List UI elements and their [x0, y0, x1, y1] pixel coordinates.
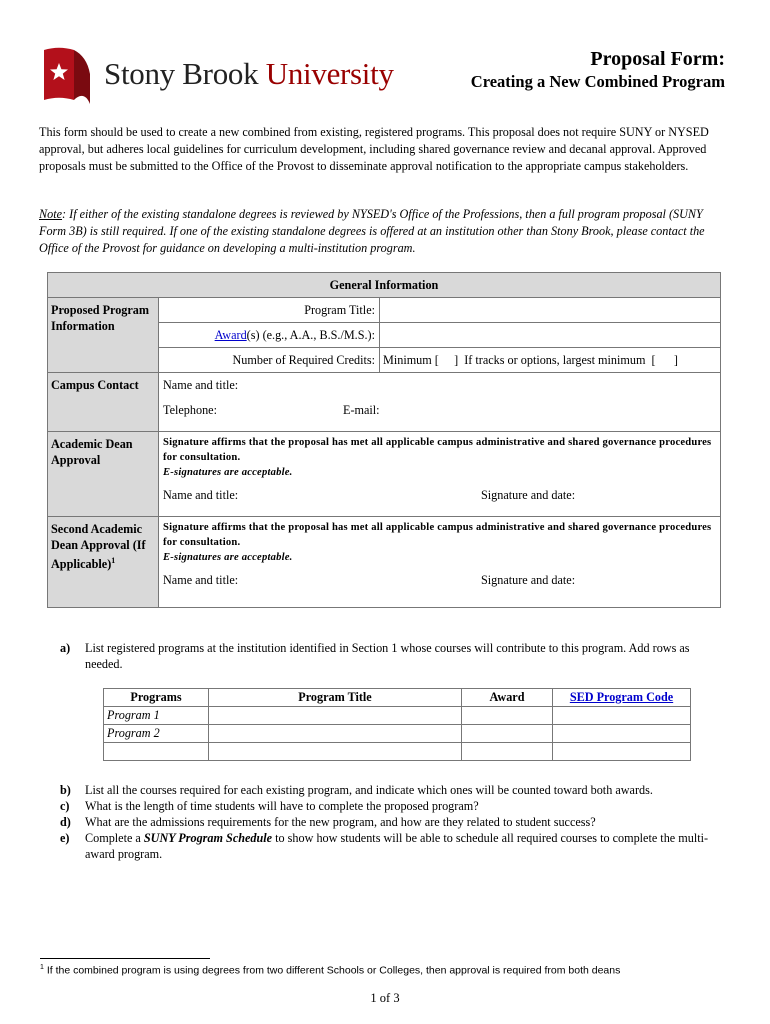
credits-label: Number of Required Credits: [159, 348, 380, 373]
dean-name-title: Name and title: [163, 488, 239, 502]
page-title: Proposal Form: [590, 48, 725, 70]
sed-code-header[interactable]: SED Program Code [553, 689, 691, 707]
table-cell[interactable]: Program 2 [104, 725, 209, 743]
list-item-a: a) List registered programs at the institution identified in Section 1 whose courses will contribute to this program. Add rows as needed. [60, 641, 690, 671]
note-paragraph: Note: If either of the existing standalone degrees is reviewed by NYSED's Office of the Professions, then a full program proposal (SUNY Form 3B) is still required. If one of the existing standalone degrees is offered at an institution other than Stony Brook, please contact the Office of the Provost for guidance on developing a multi-institution program. [39, 207, 705, 255]
page-number: 1 of 3 [370, 991, 400, 1005]
second-signature-affirmation: Signature affirms that the proposal has met all applicable campus administrative and shared governance procedures for consultation. E-signatures are acceptable. [163, 522, 712, 563]
footnote: $^1$ If the combined program is using degrees from two different Schools or Colleges, then approval is required from both deans [40, 964, 621, 977]
table-cell[interactable]: Program 1 [104, 707, 209, 725]
logo-wordmark: Stony Brook University [104, 56, 394, 91]
second-dean-signature-date: Signature and date: [481, 573, 576, 587]
table-cell[interactable] [462, 725, 553, 743]
table-cell[interactable] [104, 743, 209, 761]
table-cell[interactable] [553, 725, 691, 743]
table-cell[interactable] [209, 707, 462, 725]
proposed-program-label: Proposed Program Information [48, 298, 159, 373]
second-dean-field[interactable] [159, 517, 721, 608]
program-title-field[interactable] [380, 298, 721, 323]
academic-dean-field[interactable] [159, 432, 721, 517]
table-row [104, 725, 691, 743]
intro-paragraph: This form should be used to create a new combined from existing, registered programs. This proposal does not require SUNY or NYSED approval, but adheres local guidelines for curriculum development, including shared governance review and decanal approval. Approved proposals must be submitted to the Office of the Provost to disseminate approval notification to the appropriate campus stakeholders. [39, 125, 709, 173]
campus-contact-field[interactable] [159, 373, 721, 432]
list-item-d: d) What are the admissions requirements for the new program, and how are they related to student success? [60, 815, 596, 829]
signature-affirmation: Signature affirms that the proposal has met all applicable campus administrative and shared governance procedures for consultation. E-signatures are acceptable. [163, 437, 712, 478]
list-item-c: c) What is the length of time students will have to complete the proposed program? [60, 799, 479, 813]
general-information-table [47, 272, 721, 608]
contact-name-title: Name and title: [163, 378, 239, 392]
programs-table [103, 688, 691, 761]
telephone-label: Telephone: [163, 403, 217, 417]
general-information-heading: General Information [48, 273, 721, 298]
award-label: Award(s) (e.g., A.A., B.S./M.S.): [159, 323, 380, 348]
logo-emblem-icon [40, 44, 100, 108]
contact-phone-email [163, 399, 716, 421]
table-row [104, 743, 691, 761]
list-items-b-e [60, 782, 730, 862]
list-item-b: b) List all the courses required for each existing program, and indicate which ones will be counted toward both awards. [60, 783, 653, 797]
award-field[interactable] [380, 323, 721, 348]
footnote-divider [40, 958, 210, 959]
email-label: E-mail: [343, 403, 380, 417]
academic-dean-label: Academic Dean Approval [48, 432, 159, 517]
second-dean-name-title: Name and title: [163, 573, 239, 587]
dean-signature-date: Signature and date: [481, 488, 576, 502]
list-item-e: e) Complete a SUNY Program Schedule to show how students will be able to schedule all required courses to complete the multi-award program. [60, 831, 709, 861]
table-cell[interactable] [209, 725, 462, 743]
award-header: Award [462, 689, 553, 707]
campus-contact-label: Campus Contact [48, 373, 159, 432]
programs-header: Programs [104, 689, 209, 707]
credits-field[interactable]: Minimum [ ] If tracks or options, largest minimum [ ] [380, 348, 721, 373]
university-logo [40, 44, 410, 108]
award-link[interactable]: Award [214, 328, 247, 342]
table-cell[interactable] [553, 743, 691, 761]
page-subtitle: Creating a New Combined Program [470, 72, 725, 91]
table-row [104, 707, 691, 725]
table-cell[interactable] [462, 707, 553, 725]
table-cell[interactable] [209, 743, 462, 761]
second-dean-label: Second Academic Dean Approval (If Applicable)$^1$ [48, 517, 159, 608]
program-title-label: Program Title: [159, 298, 380, 323]
table-cell[interactable] [462, 743, 553, 761]
table-cell[interactable] [553, 707, 691, 725]
program-title-header: Program Title [209, 689, 462, 707]
